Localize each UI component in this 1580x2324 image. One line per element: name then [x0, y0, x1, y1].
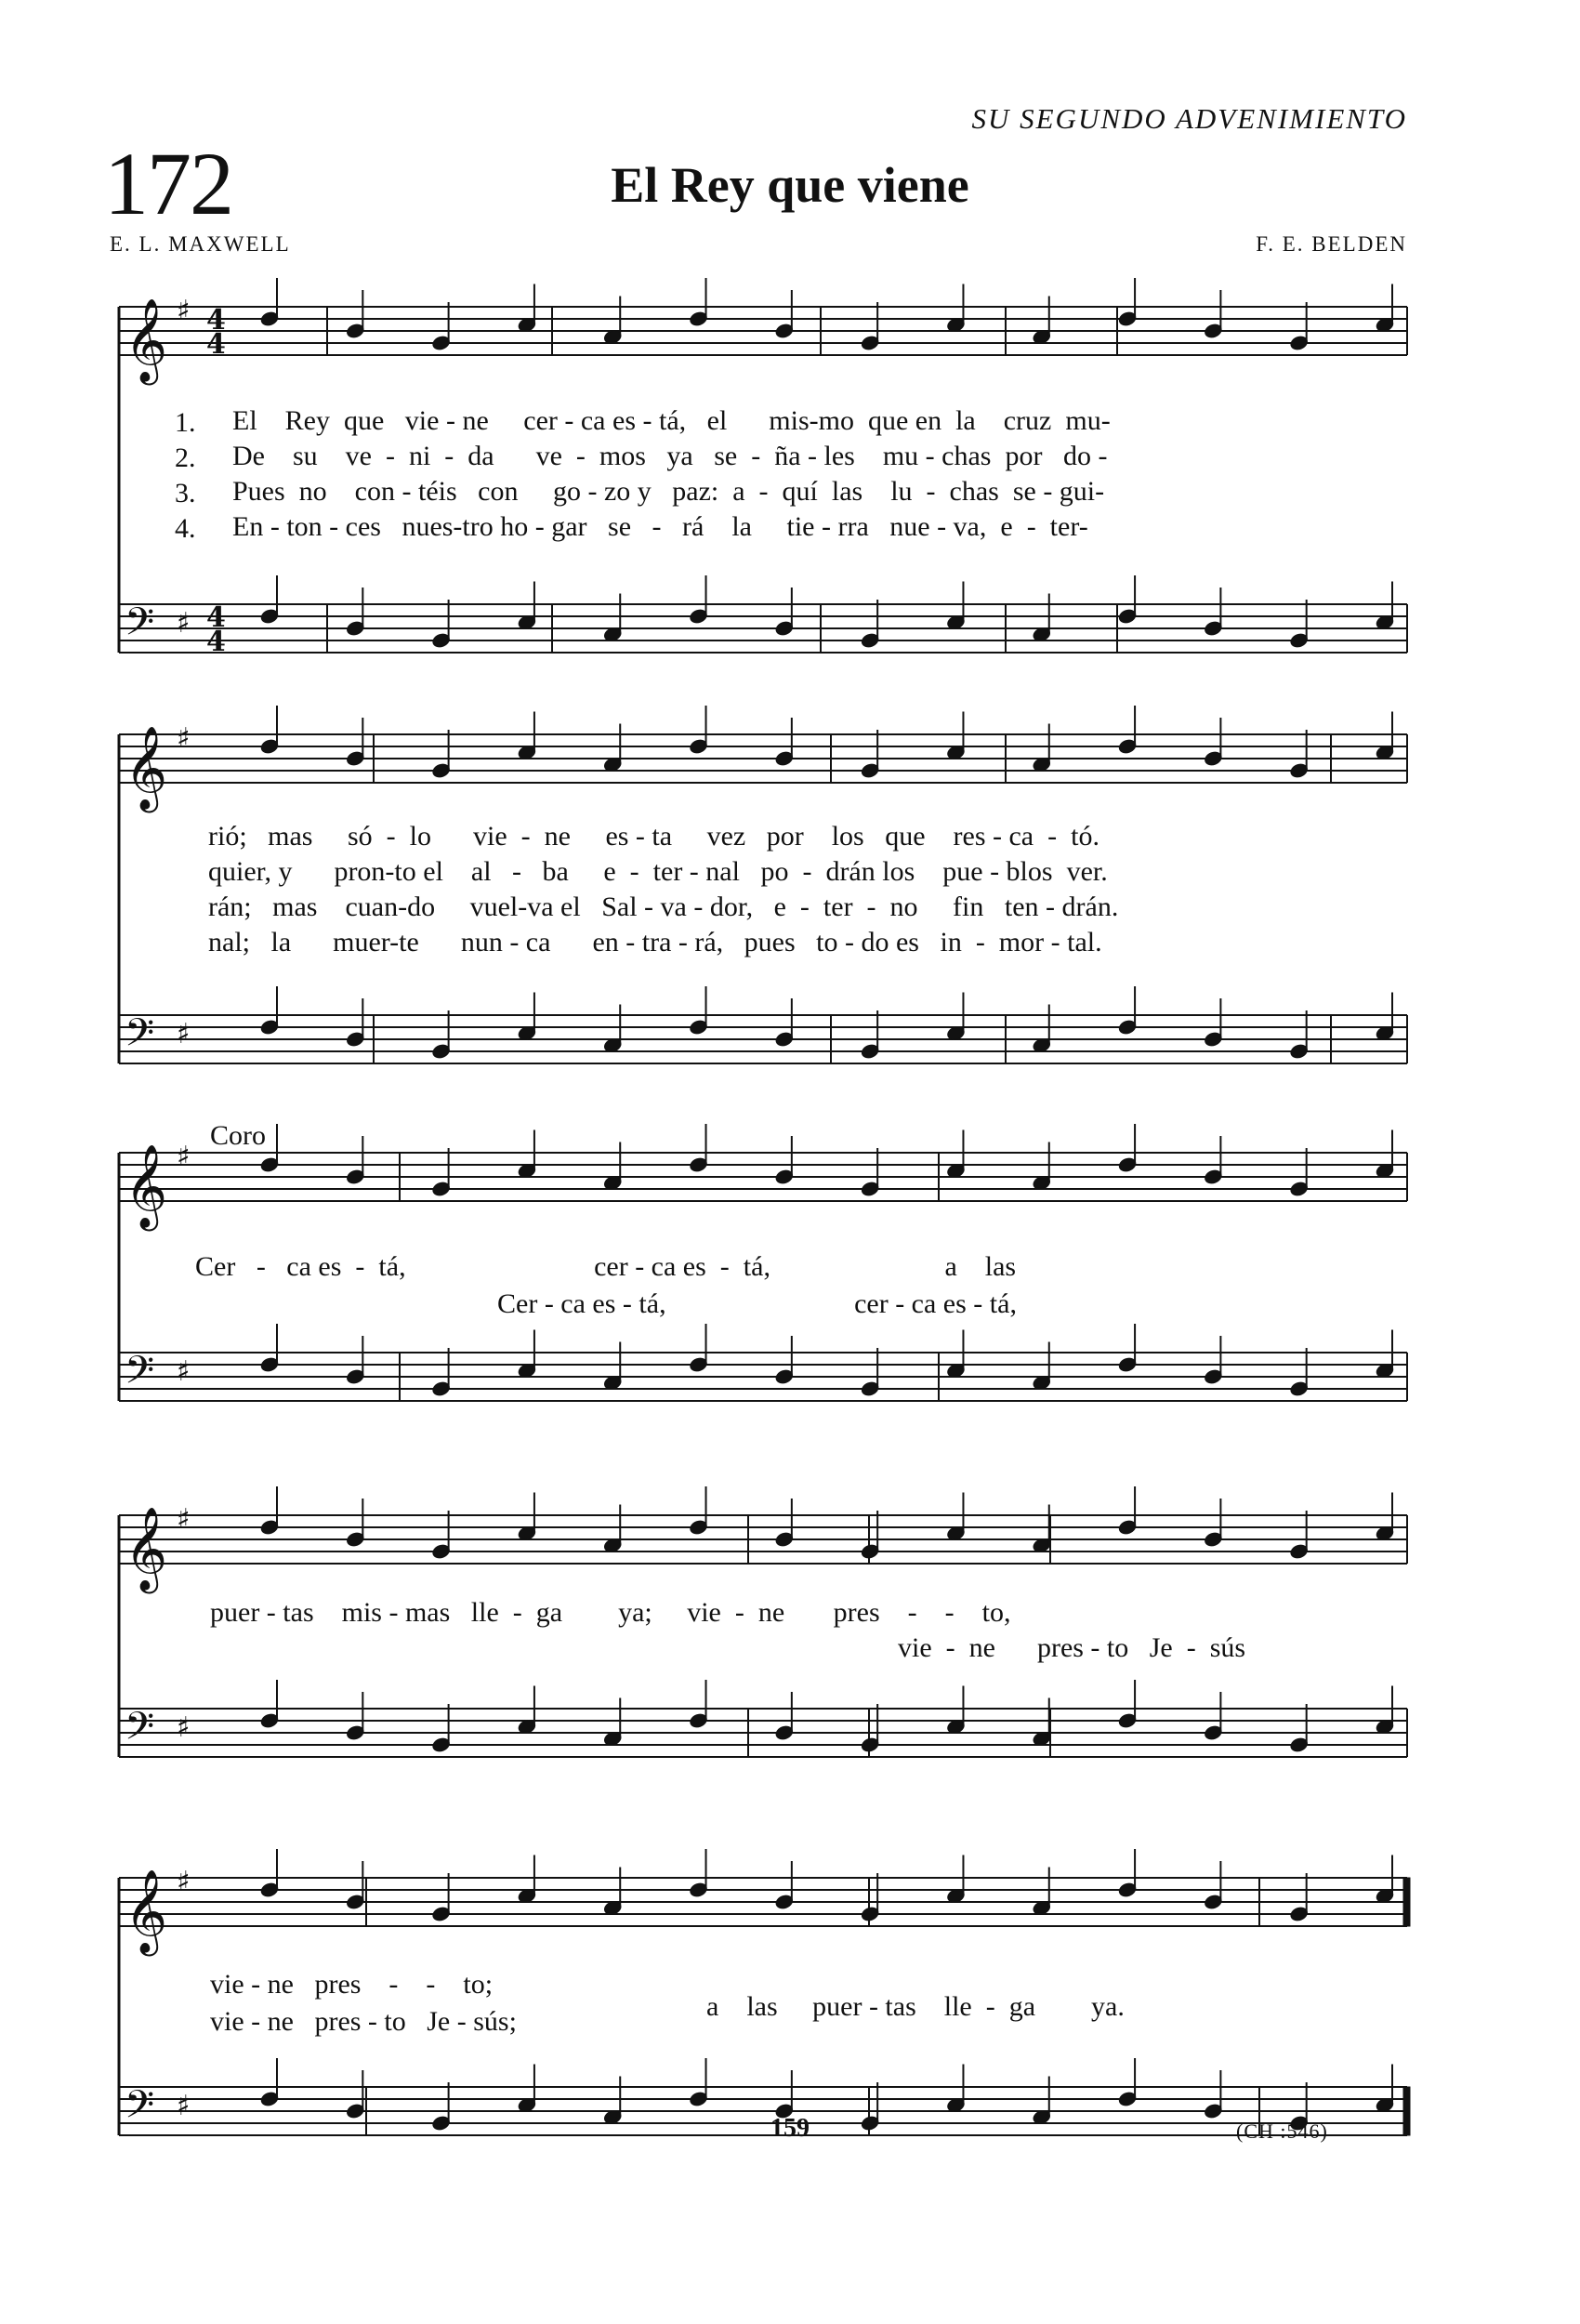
- hymn-title: El Rey que viene: [611, 157, 969, 213]
- composer-credit: F. E. BELDEN: [1256, 232, 1407, 256]
- sharp-icon: ♯: [177, 1018, 191, 1050]
- time-signature: 4: [206, 601, 226, 634]
- final-bar: [1403, 1878, 1410, 1926]
- sharp-icon: ♯: [177, 722, 191, 755]
- system5-lyric-line-1b: a las puer - tas lle - ga ya.: [706, 1991, 1125, 2022]
- section-title: SU SEGUNDO ADVENIMIENTO: [971, 102, 1407, 135]
- system4-lyric-line-2: vie - ne pres - to Je - sús: [898, 1632, 1246, 1663]
- system5-lyric-line-2: vie - ne pres - to Je - sús;: [210, 2006, 517, 2037]
- hymn-number: 172: [104, 134, 232, 233]
- bass-clef-icon: 𝄢: [125, 1704, 155, 1758]
- sharp-icon: ♯: [177, 1355, 191, 1388]
- verse-2-line: De su ve - ni - da ve - mos ya se - ña - les mu - chas por do -: [232, 441, 1108, 471]
- hymnal-reference: (CH :546): [1236, 2119, 1328, 2143]
- treble-clef-icon: 𝄞: [125, 1869, 168, 1953]
- sharp-icon: ♯: [177, 2090, 191, 2122]
- bass-clef-icon: 𝄢: [125, 1010, 155, 1064]
- verse-1-line: rió; mas só - lo vie - ne es - ta vez por los que res - ca - tó.: [208, 821, 1099, 852]
- verse-number: 1.: [175, 407, 196, 438]
- time-signature: 4: [206, 328, 226, 361]
- verse-4-line: En - ton - ces nues-tro ho - gar se - rá la tie - rra nue - va, e - ter-: [232, 511, 1088, 542]
- bass-clef-icon: 𝄢: [125, 600, 155, 654]
- verse-number: 4.: [175, 513, 196, 544]
- verse-number: 3.: [175, 478, 196, 508]
- verse-2-line: quier, y pron-to el al - ba e - ter - nal po - drán los pue - blos ver.: [208, 856, 1108, 887]
- time-signature: 4: [206, 304, 226, 337]
- sharp-icon: ♯: [177, 295, 191, 327]
- system5-lyric-line-1: vie - ne pres - - to;: [210, 1969, 494, 2000]
- sharp-icon: ♯: [177, 607, 191, 640]
- treble-clef-icon: 𝄞: [125, 726, 168, 810]
- bass-clef-icon: 𝄢: [125, 2082, 155, 2136]
- treble-clef-icon: 𝄞: [125, 1507, 168, 1591]
- verse-3-line: rán; mas cuan-do vuel-va el Sal - va - dor, e - ter - no fin ten - drán.: [208, 891, 1119, 922]
- time-signature: 4: [206, 626, 226, 658]
- verse-number: 2.: [175, 442, 196, 473]
- sharp-icon: ♯: [177, 1503, 191, 1536]
- sharp-icon: ♯: [177, 1866, 191, 1898]
- system4-lyric-line-1: puer - tas mis - mas lle - ga ya; vie - ne pres - - to,: [210, 1597, 1011, 1628]
- chorus-lyric-line-1: Cer - ca es - tá, cer - ca es - tá, a las: [195, 1251, 1017, 1282]
- sharp-icon: ♯: [177, 1141, 191, 1173]
- sharp-icon: ♯: [177, 1711, 191, 1744]
- chorus-lyric-line-2: Cer - ca es - tá, cer - ca es - tá,: [497, 1288, 1017, 1319]
- treble-clef-icon: 𝄞: [125, 1144, 168, 1228]
- treble-clef-icon: 𝄞: [125, 298, 168, 382]
- bass-clef-icon: 𝄢: [125, 1348, 155, 1402]
- verse-4-line: nal; la muer-te nun - ca en - tra - rá, pues to - do es in - mor - tal.: [208, 927, 1102, 957]
- verse-1-line: El Rey que vie - ne cer - ca es - tá, el mis-mo que en la cruz mu-: [232, 405, 1111, 436]
- chorus-label: Coro: [210, 1120, 266, 1151]
- verse-3-line: Pues no con - téis con go - zo y paz: a - quí las lu - chas se - gui-: [232, 476, 1105, 507]
- lyricist-credit: E. L. MAXWELL: [110, 232, 291, 256]
- page-number: 159: [770, 2114, 810, 2143]
